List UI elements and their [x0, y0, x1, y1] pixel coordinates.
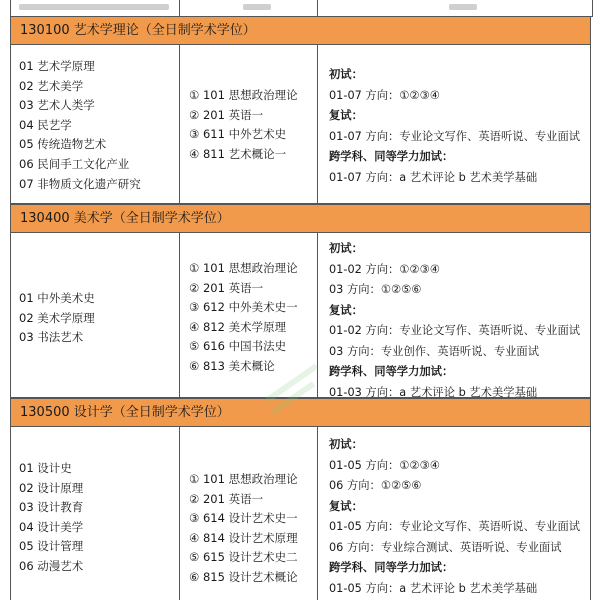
exam-line: 01-07 方向：a 艺术评论 b 艺术美学基础	[329, 170, 538, 184]
subject-item: ④ 811 艺术概论一	[189, 146, 287, 161]
subjects-cell	[179, 45, 318, 203]
direction-item: 03 书法艺术	[19, 330, 84, 345]
direction-item: 02 设计原理	[19, 480, 84, 495]
section-header: 130100 艺术学理论（全日制学术学位）	[10, 16, 591, 45]
subject-item: ① 101 思想政治理论	[189, 88, 298, 102]
subject-item: ⑤ 615 设计艺术史二	[189, 550, 298, 565]
column-divider	[179, 0, 180, 16]
exam-heading: 跨学科、同等学力加试：	[329, 365, 454, 378]
section-header: 130400 美术学（全日制学术学位）	[10, 204, 591, 233]
direction-item: 04 设计美学	[19, 519, 84, 534]
exam-line: 01-02 方向：①②③④	[329, 262, 440, 276]
subject-item: ② 201 英语一	[189, 491, 264, 506]
exam-line: 01-02 方向：专业论文写作、英语听说、专业面试	[329, 324, 581, 337]
subject-item: ③ 611 中外艺术史	[189, 127, 287, 142]
exam-line: 06 方向：专业综合测试、英语听说、专业面试	[329, 540, 562, 554]
exam-heading: 初试：	[329, 68, 363, 81]
cropped-header-text	[243, 4, 271, 10]
direction-item: 01 艺术学原理	[19, 59, 95, 73]
cropped-header-row	[10, 0, 593, 17]
direction-item: 03 艺术人类学	[19, 98, 95, 113]
subject-item: ③ 614 设计艺术史一	[189, 511, 298, 526]
subject-list	[189, 470, 298, 588]
exam-heading: 复试：	[329, 303, 363, 317]
exam-list	[329, 435, 580, 599]
exam-list	[329, 239, 580, 403]
section-body	[10, 45, 591, 204]
cropped-header-text	[19, 4, 169, 10]
exam-heading: 跨学科、同等学力加试：	[329, 561, 454, 574]
section-body	[10, 233, 591, 398]
direction-item: 05 传统造物艺术	[19, 137, 107, 152]
exam-line: 01-07 方向：专业论文写作、英语听说、专业面试	[329, 129, 581, 143]
subject-item: ② 201 英语一	[189, 107, 264, 122]
exam-cell	[317, 427, 590, 600]
section-header: 130500 设计学（全日制学术学位）	[10, 398, 591, 427]
directions-cell	[11, 427, 180, 600]
exam-heading: 复试：	[329, 499, 363, 513]
exam-line: 01-03 方向：a 艺术评论 b 艺术美学基础	[329, 385, 538, 399]
subject-item: ④ 814 设计艺术原理	[189, 530, 298, 545]
exam-cell	[317, 45, 590, 203]
directions-cell	[11, 233, 180, 397]
cropped-header-text	[449, 4, 477, 10]
subject-item: ④ 812 美术学原理	[189, 319, 287, 334]
exam-line: 01-07 方向：①②③④	[329, 88, 440, 102]
direction-list	[19, 57, 141, 194]
subjects-cell	[179, 427, 318, 600]
subject-item: ② 201 英语一	[189, 280, 264, 295]
direction-item: 06 民间手工文化产业	[19, 156, 130, 171]
exam-line: 01-05 方向：a 艺术评论 b 艺术美学基础	[329, 581, 538, 595]
subject-item: ⑤ 616 中国书法史	[189, 339, 287, 354]
subject-list	[189, 259, 298, 377]
exam-line: 03 方向：专业创作、英语听说、专业面试	[329, 344, 540, 358]
exam-line: 06 方向：①②⑤⑥	[329, 479, 422, 492]
subject-item: ⑥ 813 美术概论	[189, 358, 275, 373]
subject-item: ① 101 思想政治理论	[189, 261, 298, 275]
exam-heading: 初试：	[329, 242, 363, 255]
direction-list	[19, 289, 95, 348]
direction-item: 01 中外美术史	[19, 291, 95, 305]
direction-item: 03 设计教育	[19, 500, 84, 515]
direction-item: 05 设计管理	[19, 539, 84, 554]
directions-cell	[11, 45, 180, 203]
exam-heading: 初试：	[329, 438, 363, 451]
exam-cell	[317, 233, 590, 397]
direction-item: 02 美术学原理	[19, 310, 95, 325]
section-body	[10, 427, 591, 600]
exam-list	[329, 65, 580, 188]
direction-item: 02 艺术美学	[19, 78, 84, 93]
direction-item: 04 民艺学	[19, 117, 72, 132]
direction-item: 07 非物质文化遗产研究	[19, 176, 141, 191]
subject-item: ③ 612 中外美术史一	[189, 300, 298, 315]
subject-item: ⑥ 815 设计艺术概论	[189, 569, 298, 584]
subject-item: ① 101 思想政治理论	[189, 472, 298, 486]
direction-list	[19, 459, 83, 577]
exam-line: 01-05 方向：①②③④	[329, 458, 440, 472]
exam-line: 01-05 方向：专业论文写作、英语听说、专业面试	[329, 520, 581, 533]
exam-line: 03 方向：①②⑤⑥	[329, 283, 422, 296]
exam-heading: 跨学科、同等学力加试：	[329, 150, 454, 163]
exam-heading: 复试：	[329, 109, 363, 122]
column-divider	[317, 0, 318, 16]
subjects-cell	[179, 233, 318, 397]
direction-item: 06 动漫艺术	[19, 558, 84, 573]
subject-list	[189, 86, 298, 164]
direction-item: 01 设计史	[19, 461, 72, 475]
